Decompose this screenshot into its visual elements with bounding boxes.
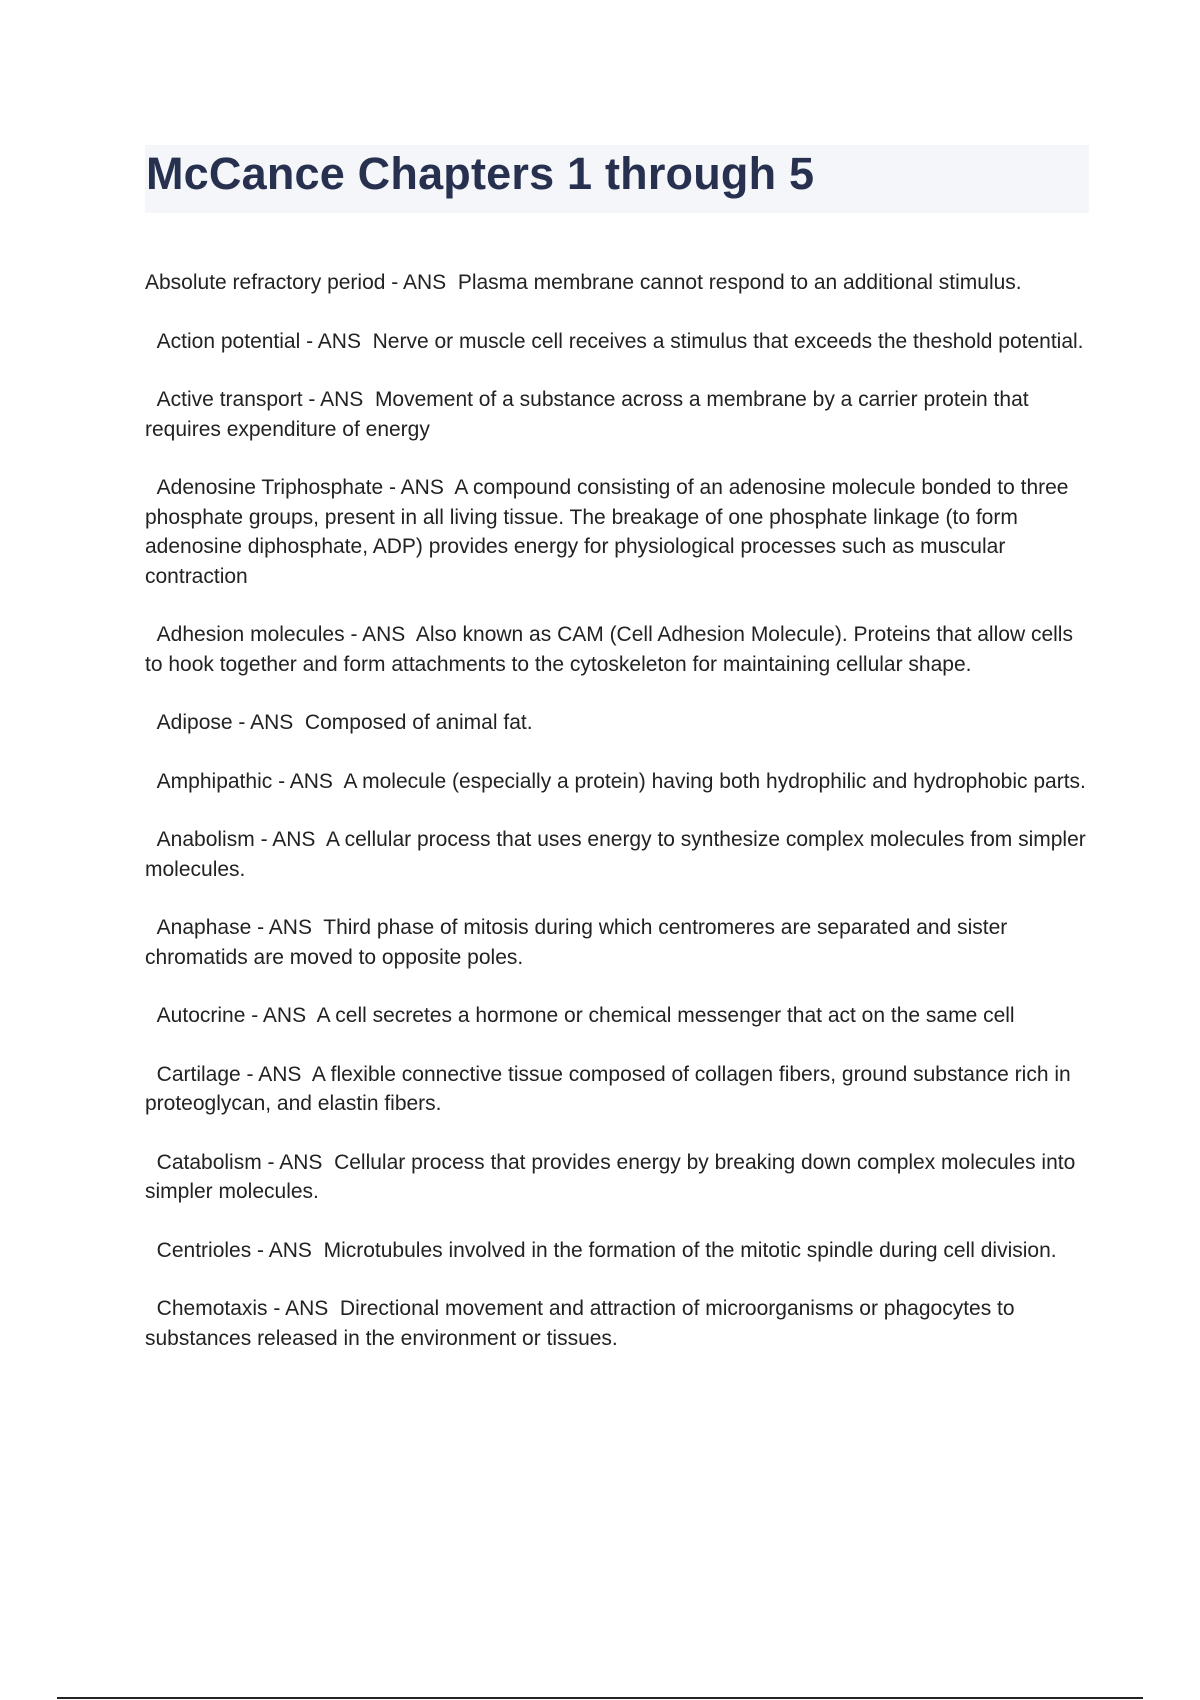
entry-separator: - ANS	[240, 1062, 312, 1086]
entry-separator: - ANS	[232, 711, 305, 734]
document-title: McCance Chapters 1 through 5	[146, 148, 815, 199]
entry-definition: Microtubules involved in the formation of the mitotic spindle during cell division.	[323, 1238, 1057, 1262]
entry-definition: Movement of a substance across a membrane by a carrier protein that requires expenditure of energy	[145, 388, 1035, 441]
glossary-entry	[145, 473, 1090, 591]
entry-term: Autocrine	[145, 1004, 246, 1027]
glossary-entry	[145, 708, 1090, 738]
entry-separator: - ANS	[254, 828, 326, 851]
entry-separator: - ANS	[245, 1004, 317, 1027]
glossary-entry	[145, 825, 1090, 884]
glossary-entry	[145, 385, 1090, 444]
entry-term: Adipose	[145, 711, 233, 734]
entry-term: Chemotaxis	[145, 1297, 268, 1320]
entry-separator: - ANS	[344, 623, 416, 646]
glossary-entry	[145, 1294, 1090, 1353]
glossary-entry	[145, 1236, 1090, 1266]
entry-separator: - ANS	[261, 1150, 335, 1174]
entry-term: Catabolism	[145, 1150, 262, 1174]
entry-definition: A compound consisting of an adenosine molecule bonded to three phosphate groups, present in all living tissue. The breakage of one phosphate linkage (to form adenosine diphosphate, ADP) provides energy for physiological processes such as muscular contraction	[145, 476, 1075, 588]
entry-term: Anaphase	[145, 916, 252, 939]
entry-definition: Cellular process that provides energy by breaking down complex molecules into simpler molecules.	[145, 1150, 1082, 1203]
entry-definition: Also known as CAM (Cell Adhesion Molecule). Proteins that allow cells to hook together and form attachments to the cytoskeleton for maintaining cellular shape.	[145, 623, 1079, 676]
glossary-entry	[145, 1060, 1090, 1119]
glossary-entry	[145, 1001, 1090, 1031]
entry-separator: - ANS	[302, 388, 375, 411]
entry-definition: Nerve or muscle cell receives a stimulus that exceeds the theshold potential.	[372, 329, 1084, 353]
entry-separator: - ANS	[383, 476, 455, 499]
entry-term: Centrioles	[145, 1238, 252, 1262]
entry-separator: - ANS	[251, 916, 324, 939]
glossary-entry	[145, 913, 1090, 972]
entry-definition: A flexible connective tissue composed of collagen fibers, ground substance rich in proteoglycan, and elastin fibers.	[145, 1062, 1077, 1115]
entry-term: Cartilage	[145, 1062, 241, 1086]
entry-separator: - ANS	[267, 1297, 340, 1320]
entry-definition: A cell secretes a hormone or chemical messenger that act on the same cell	[316, 1004, 1015, 1027]
entry-term: Anabolism	[145, 828, 255, 851]
entry-separator: - ANS	[272, 769, 344, 793]
footer-rule	[57, 1697, 1143, 1699]
glossary-entry	[145, 327, 1090, 357]
entry-term: Adenosine Triphosphate	[145, 476, 384, 499]
entry-term: Adhesion molecules	[145, 623, 345, 646]
entry-definition: Directional movement and attraction of microorganisms or phagocytes to substances released in the environment or tissues.	[145, 1297, 1021, 1350]
entry-term: Active transport	[145, 388, 303, 411]
glossary-entry	[145, 620, 1090, 679]
glossary-entry	[145, 767, 1090, 797]
entry-separator: - ANS	[300, 329, 373, 353]
entry-definition: Composed of animal fat.	[304, 711, 533, 734]
glossary-entry	[145, 1148, 1090, 1207]
entry-definition: Third phase of mitosis during which centromeres are separated and sister chromatids are moved to opposite poles.	[145, 916, 1014, 969]
entry-definition: Plasma membrane cannot respond to an additional stimulus.	[457, 271, 1022, 294]
entry-term: Absolute refractory period	[145, 271, 386, 294]
entry-term: Amphipathic	[145, 769, 273, 793]
glossary-entry	[145, 268, 1090, 298]
glossary-list	[145, 268, 1090, 1382]
entry-separator: - ANS	[385, 271, 458, 294]
entry-definition: A cellular process that uses energy to synthesize complex molecules from simpler molecules.	[145, 828, 1092, 881]
entry-term: Action potential	[145, 329, 301, 353]
entry-separator: - ANS	[251, 1238, 324, 1262]
entry-definition: A molecule (especially a protein) having both hydrophilic and hydrophobic parts.	[343, 769, 1086, 793]
